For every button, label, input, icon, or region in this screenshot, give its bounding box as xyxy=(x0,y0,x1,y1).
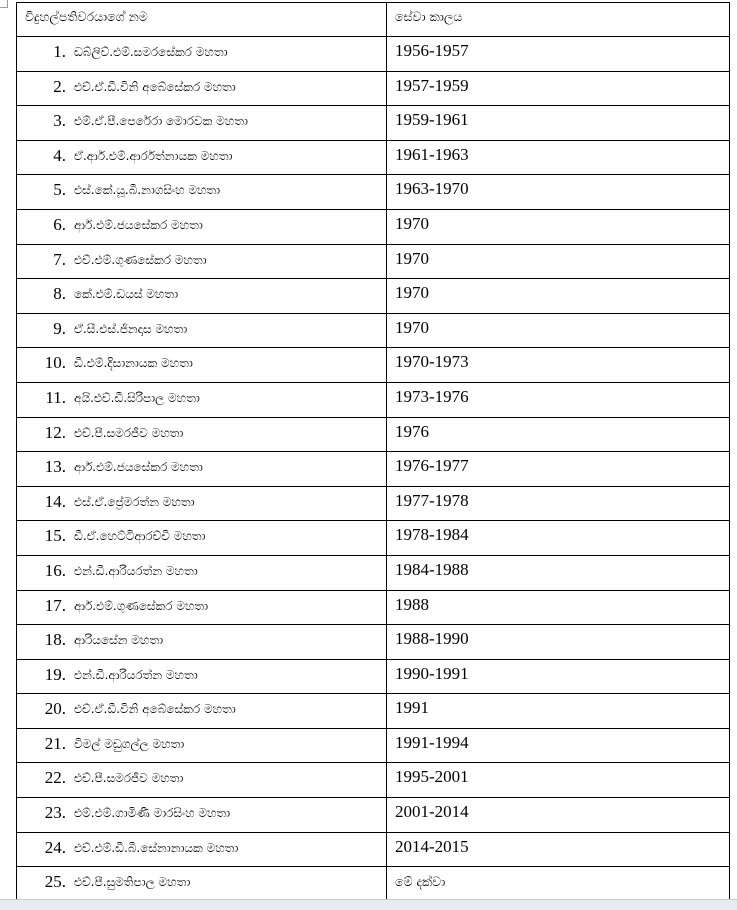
table-row xyxy=(17,452,730,487)
service-period: 2014-2015 xyxy=(395,836,469,856)
table-row xyxy=(17,417,730,452)
service-period-cell xyxy=(387,348,730,383)
principal-name: කේ.එම්.ඩයස් මහතා xyxy=(74,287,179,302)
row-number: 5. xyxy=(53,180,66,200)
service-period-cell xyxy=(387,763,730,798)
principal-entry xyxy=(17,867,386,892)
service-period-cell xyxy=(387,521,730,556)
principal-name-cell xyxy=(17,832,387,867)
service-period: 1970 xyxy=(395,213,429,233)
table-row xyxy=(17,209,730,244)
principal-name: ඩබ්ලිව්.එම්.සමරසේකර මහතා xyxy=(74,45,228,59)
principal-entry xyxy=(17,833,386,858)
principal-entry xyxy=(17,591,386,616)
service-period: මේ දක්වා xyxy=(395,874,446,890)
service-period: 1976 xyxy=(395,421,429,441)
service-period-cell xyxy=(387,590,730,625)
principal-name-cell xyxy=(17,71,387,106)
principal-name-cell xyxy=(17,37,387,72)
principal-name: එච්.ඒ.ඩී.විනි අබේසේකර මහතා xyxy=(74,79,236,94)
principal-name-cell xyxy=(17,106,387,141)
principal-entry xyxy=(17,72,386,97)
row-number: 14. xyxy=(44,491,66,511)
row-number: 19. xyxy=(44,664,66,684)
principal-name-cell xyxy=(17,313,387,348)
row-number: 1. xyxy=(53,42,66,61)
principal-name-cell xyxy=(17,694,387,729)
principal-name: ආර්.එම්.ජයසේකර මහතා xyxy=(74,217,203,232)
table-row xyxy=(17,521,730,556)
service-period: 1991-1994 xyxy=(395,732,469,752)
row-number: 7. xyxy=(53,249,66,269)
principal-name: එච්.එම්.ගුණසේකර මහතා xyxy=(74,252,207,267)
principal-name: ඩී.එම්.දිසානායක මහතා xyxy=(74,356,193,371)
principal-name-cell xyxy=(17,590,387,625)
service-period-cell xyxy=(387,106,730,141)
table-row xyxy=(17,867,730,902)
row-number: 12. xyxy=(44,422,66,442)
service-period: 1970 xyxy=(395,283,429,303)
service-period-cell xyxy=(387,728,730,763)
row-number: 18. xyxy=(44,630,66,650)
principal-name-cell xyxy=(17,867,387,902)
service-period-cell xyxy=(387,625,730,660)
row-number: 20. xyxy=(44,699,66,719)
principal-entry xyxy=(17,660,386,685)
principal-name-cell xyxy=(17,625,387,660)
service-period-cell xyxy=(387,798,730,833)
row-number: 11. xyxy=(45,387,66,407)
principal-entry xyxy=(17,175,386,200)
principal-name-cell xyxy=(17,140,387,175)
service-period-cell xyxy=(387,313,730,348)
row-number: 9. xyxy=(53,318,66,338)
service-period-cell xyxy=(387,71,730,106)
service-period-cell xyxy=(387,244,730,279)
service-period-cell xyxy=(387,452,730,487)
service-period: 1988-1990 xyxy=(395,629,469,649)
service-period-cell xyxy=(387,832,730,867)
principal-name: එච්.පී.සමරජීව මහතා xyxy=(74,771,184,786)
service-period: 1957-1959 xyxy=(395,75,469,95)
service-period: 1970-1973 xyxy=(395,352,469,372)
principal-name-cell xyxy=(17,348,387,383)
service-period: 1991 xyxy=(395,698,429,718)
service-period-cell xyxy=(387,175,730,210)
principal-name: එච්.එම්.ඩී.බී.සේනානායක මහතා xyxy=(74,840,239,855)
principal-name-cell xyxy=(17,728,387,763)
principal-entry xyxy=(17,521,386,546)
row-number: 3. xyxy=(53,111,66,131)
service-period: 1978-1984 xyxy=(395,525,469,545)
table-row xyxy=(17,798,730,833)
table-row xyxy=(17,175,730,210)
principal-entry xyxy=(17,314,386,339)
service-period-cell xyxy=(387,209,730,244)
service-period: 1970 xyxy=(395,317,429,337)
principal-name-cell xyxy=(17,659,387,694)
principal-name: අයි.එච්.ඩී.සිරිපාල මහතා xyxy=(74,390,200,405)
service-period: 1984-1988 xyxy=(395,559,469,579)
row-number: 15. xyxy=(44,526,66,546)
row-number: 13. xyxy=(44,457,66,477)
principal-entry xyxy=(17,141,386,166)
service-period-cell xyxy=(387,417,730,452)
row-number: 22. xyxy=(44,768,66,788)
table-row xyxy=(17,659,730,694)
principal-name-cell xyxy=(17,244,387,279)
principal-name-cell xyxy=(17,452,387,487)
table-row xyxy=(17,728,730,763)
window-bottom-strip xyxy=(0,899,737,910)
service-period-cell xyxy=(387,382,730,417)
principal-name: විමල් මඩුගල්ල මහතා xyxy=(74,736,185,751)
header-service-period: සේවා කාලය xyxy=(387,3,730,37)
principal-name-cell xyxy=(17,175,387,210)
principal-name-cell xyxy=(17,209,387,244)
principal-name-cell xyxy=(17,417,387,452)
corner-mark xyxy=(0,0,8,8)
header-principal-name: විදුහල්පතිවරයාගේ නම xyxy=(17,3,387,37)
principal-name: ආරියසේන මහතා xyxy=(74,633,164,648)
service-period: 1973-1976 xyxy=(395,386,469,406)
table-row xyxy=(17,486,730,521)
principal-entry xyxy=(17,556,386,581)
table-row xyxy=(17,37,730,72)
principal-entry xyxy=(17,383,386,408)
principal-name-cell xyxy=(17,279,387,314)
service-period-cell xyxy=(387,140,730,175)
table-row xyxy=(17,694,730,729)
row-number: 6. xyxy=(53,214,66,234)
service-period: 1976-1977 xyxy=(395,456,469,476)
table-row xyxy=(17,625,730,660)
principal-entry xyxy=(17,279,386,304)
service-period: 1970 xyxy=(395,248,429,268)
principal-name: එස්.කේ.යූ.බී.නාගසිංහ මහතා xyxy=(74,183,221,198)
table-row xyxy=(17,348,730,383)
principal-entry xyxy=(17,210,386,235)
row-number: 17. xyxy=(44,595,66,615)
table-row xyxy=(17,71,730,106)
row-number: 10. xyxy=(44,353,66,373)
service-period-cell xyxy=(387,486,730,521)
service-period-cell xyxy=(387,694,730,729)
principal-name: ආර්.එම්.ගුණසේකර මහතා xyxy=(74,598,209,613)
service-period: 1995-2001 xyxy=(395,767,469,787)
principal-entry xyxy=(17,763,386,788)
principal-name: එච්.පී.සුමතිපාල මහතා xyxy=(74,875,191,890)
service-period: 1988 xyxy=(395,594,429,614)
principal-name-cell xyxy=(17,521,387,556)
table-row xyxy=(17,279,730,314)
principal-name-cell xyxy=(17,382,387,417)
service-period: 2001-2014 xyxy=(395,802,469,822)
service-period-cell xyxy=(387,555,730,590)
principal-name: එන්.ඩී.ආරියරත්න මහතා xyxy=(74,563,198,578)
principal-entry xyxy=(17,798,386,823)
service-period-cell xyxy=(387,279,730,314)
principal-name-cell xyxy=(17,555,387,590)
principal-name: එන්.ඩී.ආරියරත්න මහතා xyxy=(74,667,198,682)
table-row xyxy=(17,244,730,279)
table-row xyxy=(17,763,730,798)
principal-entry xyxy=(17,106,386,131)
principal-entry xyxy=(17,418,386,443)
principal-entry xyxy=(17,37,386,62)
principal-name: ඒ.සී.එස්.ජිනදාස මහතා xyxy=(74,321,188,336)
table-row xyxy=(17,382,730,417)
row-number: 16. xyxy=(44,560,66,580)
principals-table xyxy=(16,2,730,902)
service-period: 1963-1970 xyxy=(395,179,469,199)
table-row xyxy=(17,106,730,141)
header-row xyxy=(17,3,730,37)
principal-name: ආර්.එම්.ජයසේකර මහතා xyxy=(74,460,203,475)
table-row xyxy=(17,140,730,175)
service-period: 1959-1961 xyxy=(395,110,469,130)
service-period: 1956-1957 xyxy=(395,41,469,60)
principal-name: එච්.පී.සමරජීව මහතා xyxy=(74,425,184,440)
principal-entry xyxy=(17,487,386,512)
row-number: 21. xyxy=(44,733,66,753)
table-row xyxy=(17,590,730,625)
principal-name: ඒ.ආර්.එම්.ආර්රත්නායක මහතා xyxy=(74,148,233,163)
row-number: 25. xyxy=(44,872,66,892)
service-period: 1990-1991 xyxy=(395,663,469,683)
principal-name-cell xyxy=(17,798,387,833)
principal-name: එස්.ඒ.ප්‍රේමරත්න මහතා xyxy=(74,494,195,509)
table-row xyxy=(17,313,730,348)
principal-name: ඩී.ඒ.හෙට්ටිආරච්චි මහතා xyxy=(74,529,206,544)
table-row xyxy=(17,832,730,867)
row-number: 2. xyxy=(53,76,66,96)
row-number: 23. xyxy=(44,803,66,823)
row-number: 24. xyxy=(44,837,66,857)
table-row xyxy=(17,555,730,590)
service-period-cell xyxy=(387,37,730,72)
principal-name-cell xyxy=(17,763,387,798)
principal-name-cell xyxy=(17,486,387,521)
principal-entry xyxy=(17,348,386,373)
principal-entry xyxy=(17,694,386,719)
row-number: 4. xyxy=(53,145,66,165)
principal-name: එච්.ඒ.ඩී.විනි අබේසේකර මහතා xyxy=(74,702,236,717)
principal-entry xyxy=(17,729,386,754)
service-period: 1977-1978 xyxy=(395,490,469,510)
principal-entry xyxy=(17,452,386,477)
service-period-cell xyxy=(387,867,730,902)
principal-entry xyxy=(17,625,386,650)
service-period: 1961-1963 xyxy=(395,144,469,164)
row-number: 8. xyxy=(53,284,66,304)
principal-entry xyxy=(17,245,386,270)
principal-name: එම්.එම්.ගාමිණී මාරසිංහ මහතා xyxy=(74,806,231,821)
principal-name: එම්.ඒ.පී.පෙරේරා මොරවක මහතා xyxy=(74,114,248,129)
service-period-cell xyxy=(387,659,730,694)
